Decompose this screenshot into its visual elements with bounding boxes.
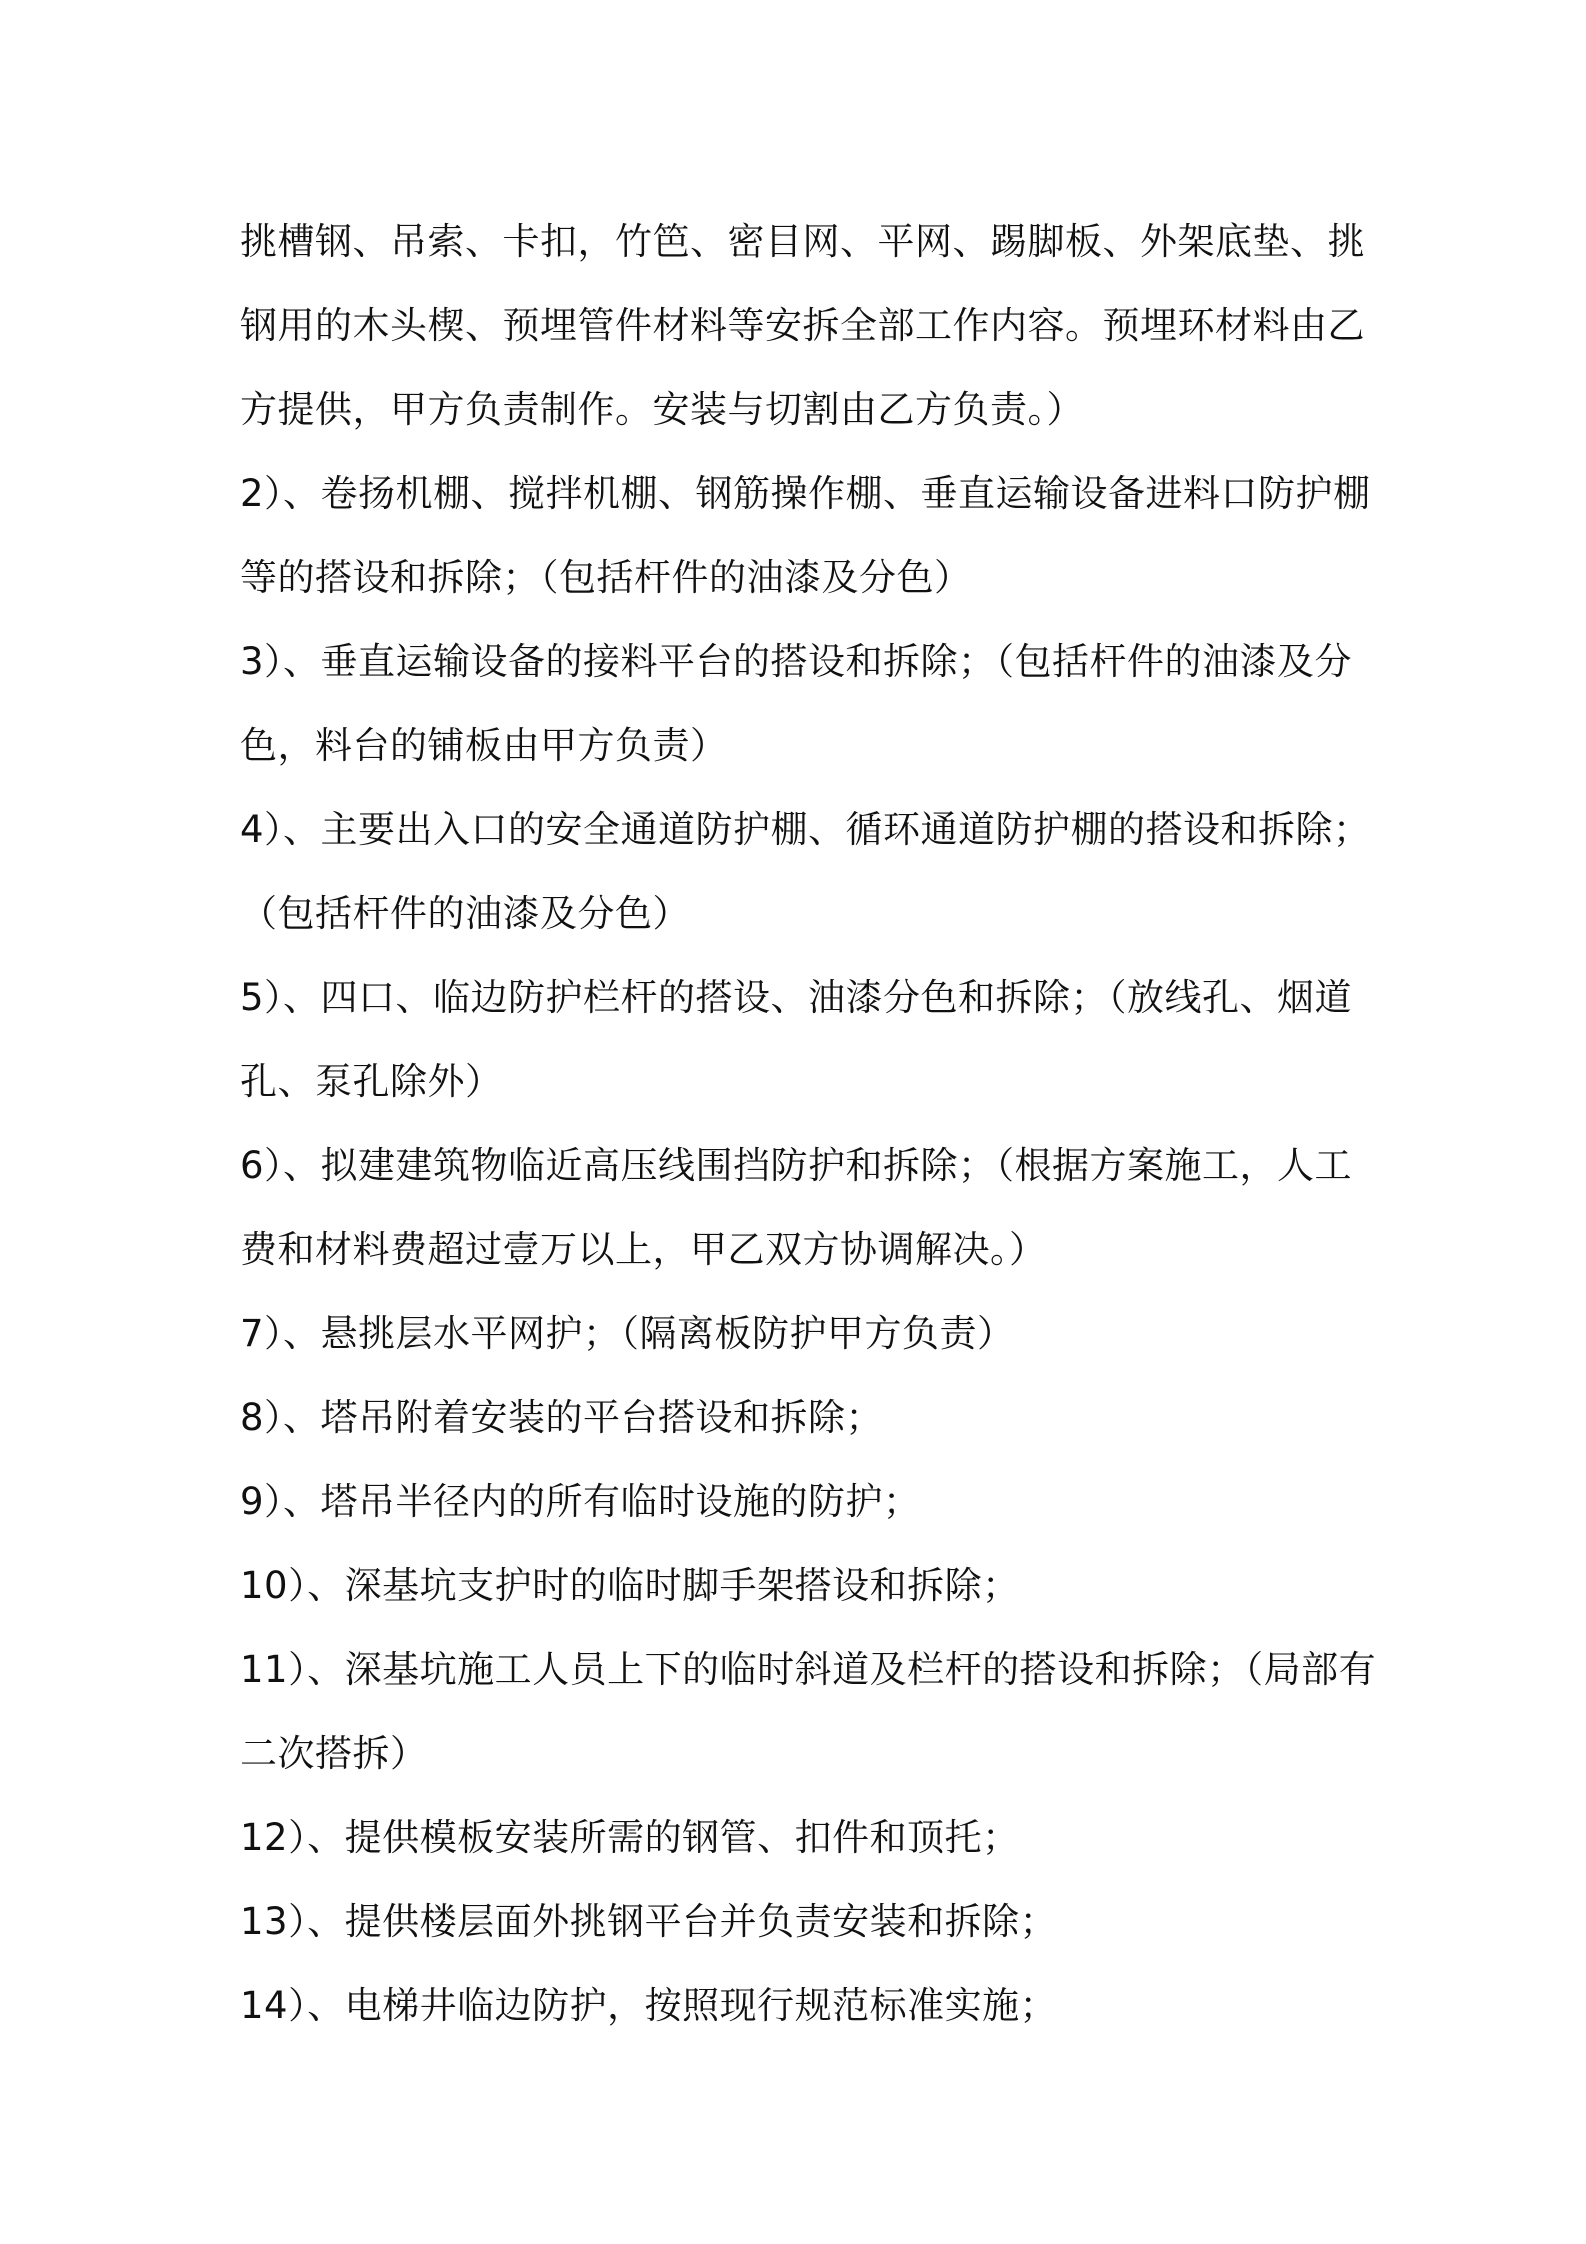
text-line: 3）、垂直运输设备的接料平台的搭设和拆除；（包括杆件的油漆及分 (240, 640, 1353, 683)
text-line: 13）、提供楼层面外挑钢平台并负责安装和拆除； (240, 1900, 1058, 1943)
text-line: 色，料台的铺板由甲方负责） (240, 724, 728, 767)
text-line: 6）、拟建建筑物临近高压线围挡防护和拆除；（根据方案施工，人工 (240, 1144, 1353, 1187)
text-line: 费和材料费超过壹万以上，甲乙双方协调解决。） (240, 1228, 1047, 1271)
text-line: 11）、深基坑施工人员上下的临时斜道及栏杆的搭设和拆除；（局部有 (240, 1648, 1377, 1691)
text-line: 9）、塔吊半径内的所有临时设施的防护； (240, 1480, 921, 1523)
text-line: 2）、卷扬机棚、搅拌机棚、钢筋操作棚、垂直运输设备进料口防护棚 (240, 472, 1371, 515)
text-line: 7）、悬挑层水平网护；（隔离板防护甲方负责） (240, 1312, 1015, 1355)
text-line: 挑槽钢、吊索、卡扣，竹笆、密目网、平网、踢脚板、外架底垫、挑 (240, 220, 1365, 263)
text-line: 12）、提供模板安装所需的钢管、扣件和顶托； (240, 1816, 1020, 1859)
text-line: 二次搭拆） (240, 1732, 428, 1775)
document-body (240, 200, 1377, 2048)
text-line: 8）、塔吊附着安装的平台搭设和拆除； (240, 1396, 884, 1439)
text-line: 孔、泵孔除外） (240, 1060, 503, 1103)
text-line: 钢用的木头楔、预埋管件材料等安拆全部工作内容。预埋环材料由乙 (240, 304, 1365, 347)
text-line: 等的搭设和拆除；（包括杆件的油漆及分色） (240, 556, 972, 599)
text-line: 4）、主要出入口的安全通道防护棚、循环通道防护棚的搭设和拆除； (240, 808, 1371, 851)
text-line: （包括杆件的油漆及分色） (240, 892, 690, 935)
text-line: 方提供，甲方负责制作。安装与切割由乙方负责。） (240, 388, 1084, 431)
text-line: 5）、四口、临边防护栏杆的搭设、油漆分色和拆除；（放线孔、烟道 (240, 976, 1353, 1019)
text-line: 14）、电梯井临边防护，按照现行规范标准实施； (240, 1984, 1058, 2027)
text-line: 10）、深基坑支护时的临时脚手架搭设和拆除； (240, 1564, 1020, 1607)
